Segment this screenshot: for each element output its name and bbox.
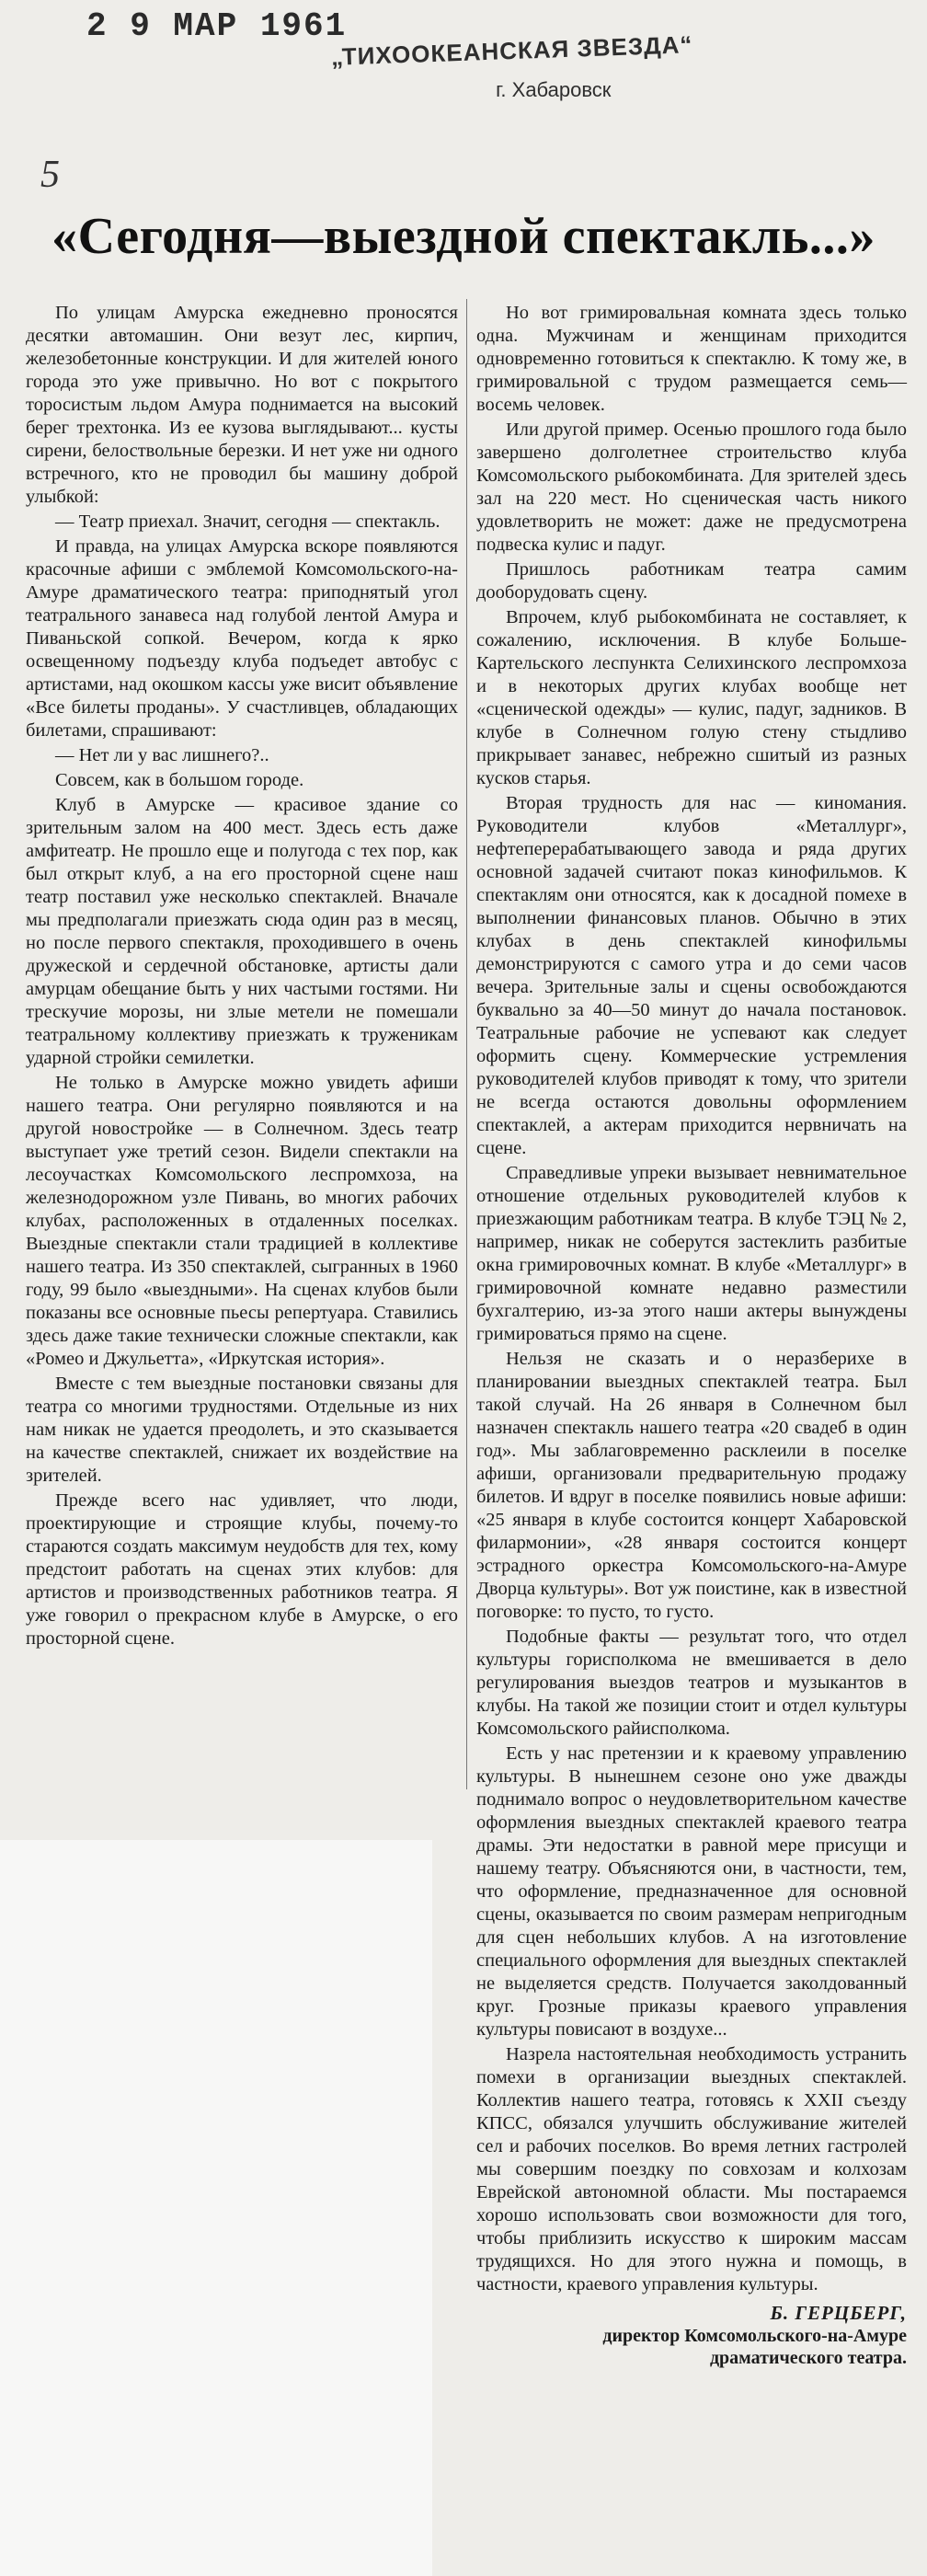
- article-paragraph: Совсем, как в большом городе.: [55, 770, 304, 790]
- date-stamp: 2 9 МАР 1961: [86, 7, 348, 45]
- article-paragraph: Назрела настоятельная необходимость устранить помехи в организации выездных спектаклей. Коллектив нашего театра, готовясь к XXII съезду КПСС, обязался улучшить обслуживание жителей сел и рабочих поселков. Во время летних гастролей мы совершим поездку по совхозам и колхозам Еврейской автономной области. Мы постараемся хорошо использовать свои возможности для того, чтобы приблизить искусство к широким массам трудящихся. Но для этого нужна и помощь, в частности, краевого управления культуры.: [476, 2044, 907, 2294]
- article-paragraph: Но вот гримировальная комната здесь только одна. Мужчинам и женщинам приходится одновременно готовиться к спектаклю. К тому же, в гримировальной с трудом размещается семь—восемь человек.: [476, 303, 907, 415]
- handwritten-folio-mark: 5: [40, 154, 60, 196]
- article-paragraph: Вместе с тем выездные постановки связаны для театра со многими трудностями. Отдельные из них нам никак не удается преодолеть, и это сказывается на качестве спектаклей, снижает их воздействие на зрителей.: [26, 1374, 458, 1486]
- article-column-left: [26, 302, 458, 1652]
- article-paragraph: Прежде всего нас удивляет, что люди, проектирующие и строящие клубы, почему-то стараются создать максимум неудобств для тех, кому предстоит работать на сценах этих клубов: для артистов и производственных работников театра. Я уже говорил о прекрасном клубе в Амурске, о его просторной сцене.: [26, 1490, 458, 1649]
- newspaper-city: г. Хабаровск: [496, 78, 612, 101]
- newspaper-stamp: [330, 30, 693, 102]
- article-paragraph: — Нет ли у вас лишнего?..: [55, 745, 269, 765]
- article-paragraph: Не только в Амурске можно увидеть афиши нашего театра. Они регулярно появляются и на другой новостройке — в Солнечном. Здесь театр выступает уже третий сезон. Видели спектакли на лесоучастках Комсомольского леспромхоза, на железнодорожном узле Пивань, во многих рабочих клубах, расположенных в отдаленных поселках. Выездные спектакли стали традицией в коллективе нашего театра. Из 350 спектаклей, сыгранных в 1960 году, 99 было «выездными». На сценах клубов были показаны все основные пьесы репертуара. Ставились здесь даже такие технически сложные спектакли, как «Ромео и Джульетта», «Иркутская история».: [26, 1073, 458, 1369]
- right-column-paragraphs: [476, 302, 907, 2296]
- article-paragraph: Подобные факты — результат того, что отдел культуры горисполкома не вмешивается в дело регулирования выездов театров и музыкантов в клубы. На такой же позиции стоит и отдел культуры Комсомольского райисполкома.: [476, 1627, 907, 1739]
- article-paragraph: По улицам Амурска ежедневно проносятся десятки автомашин. Они везут лес, кирпич, железобетонные конструкции. И для жителей юного города это уже привычно. Но вот с покрытого торосистым льдом Амура поднимается на высокий берег трехтонка. Из ее кузова выглядывают... кусты сирени, белоствольные березки. И нет уже ни одного встречного, кто не проводил бы машину доброй улыбкой:: [26, 303, 458, 507]
- article-paragraph: — Театр приехал. Значит, сегодня — спектакль.: [55, 512, 441, 532]
- article-paragraph: Есть у нас претензии и к краевому управлению культуры. В нынешнем сезоне оно уже дважды поднимало вопрос о неудовлетворительном качестве оформления выездных спектаклей краевого театра драмы. Эти недостатки в равной мере присущи и нашему театру. Объясняются они, в частности, тем, что оформление, предназначенное для основной сцены, оказывается по своим размерам непригодным для сцен небольших клубов. А на изготовление специального оформления для выездных спектаклей не выделяется средств. Получается заколдованный круг. Грозные приказы краевого управления культуры повисают в воздухе...: [476, 1743, 907, 2040]
- article-column-right: [476, 302, 907, 2369]
- article-headline: «Сегодня—выездной спектакль...»: [52, 208, 876, 265]
- article-paragraph: Вторая трудность для нас — киномания. Руководители клубов «Металлург», нефтеперерабатывающего завода и ряда других основной задачей считают показ кинофильмов. К спектаклям они относятся, как к досадной помехе в выполнении финансовых планов. Обычно в этих клубах в день спектаклей кинофильмы демонстрируются с самого утра и до семи часов вечера. Зрительные залы и сцены освобождаются буквально за 40—50 минут до начала постановок. Театральные рабочие не успевают как следует оформить сцену. Коммерческие устремления руководителей клубов приводят к тому, что зрители не всегда остаются довольны оформлением спектаклей, а актерам приходится нервничать на сцене.: [476, 793, 907, 1158]
- article-paragraph: Пришлось работникам театра самим дооборудовать сцену.: [476, 559, 907, 603]
- article-paragraph: Или другой пример. Осенью прошлого года было завершено долголетнее строительство клуба Комсомольского рыбокомбината. Для зрителей здесь зал на 220 мест. Но сценическая часть никого удовлетворить не может: даже не предусмотрена подвеска кулис и падуг.: [476, 420, 907, 555]
- newspaper-name: „ТИХООКЕАНСКАЯ ЗВЕЗДА“: [330, 30, 693, 71]
- article-paragraph: Справедливые упреки вызывает невнимательное отношение отдельных руководителей клубов к приезжающим работникам театра. В клубе ТЭЦ № 2, например, никак не соберутся застеклить разбитые окна гримировочных комнат. В клубе «Металлург» в гримировочной комнате недавно разместили бухгалтерию, из-за этого наши актеры вынуждены гримироваться прямо на сцене.: [476, 1163, 907, 1344]
- column-divider: [466, 299, 467, 1789]
- article-paragraph: И правда, на улицах Амурска вскоре появляются красочные афиши с эмблемой Комсомольского-на-Амуре драматического театра: приподнятый угол театрального занавеса над голубой лентой Амура и Пиваньской сопкой. Вечером, когда к ярко освещенному подъезду клуба подъедет автобус с артистами, над окошком кассы уже висит объявление «Все билеты проданы». У счастливцев, обладающих билетами, спрашивают:: [26, 536, 458, 741]
- article-paragraph: Впрочем, клуб рыбокомбината не составляет, к сожалению, исключения. В клубе Больше-Картельского леспункта Селихинского леспромхоза и в некоторых других клубах вообще нет «сценической одежды» — кулис, падуг, задников. В клубе в Солнечном голую стену стыдливо прикрывает занавес, небрежно сшитый из разных кусков старья.: [476, 607, 907, 788]
- author-name: Б. ГЕРЦБЕРГ,: [770, 2302, 907, 2324]
- blank-area: [0, 1840, 432, 2576]
- article-paragraph: Нельзя не сказать и о неразберихе в планировании выездных спектаклей театра. Был такой случай. На 26 января в Солнечном был назначен спектакль нашего театра «20 свадеб в один год». Мы заблаговременно расклеили в поселке афиши, организовали предварительную продажу билетов. И вдруг в поселке появились новые афиши: «25 января в клубе состоится концерт Хабаровской филармонии», «28 января состоится концерт эстрадного оркестра Комсомольского-на-Амуре Дворца культуры». Вот уж поистине, как в известной поговорке: то пусто, то густо.: [476, 1349, 907, 1622]
- author-position: директор Комсомольского-на-Амуре драматического театра.: [602, 2326, 907, 2368]
- article-paragraph: Клуб в Амурске — красивое здание со зрительным залом на 400 мест. Здесь есть даже амфитеатр. Не прошло еще и полугода с тех пор, как был открыт клуб, а на его просторной сцене наш театр поставил уже несколько спектаклей. Вначале мы предполагали приезжать сюда один раз в месяц, но после первого спектакля, проходившего в очень дружеской и сердечной обстановке, артисты дали амурцам обещание быть у них частыми гостями. Ни трескучие морозы, ни злые метели не помешали театральному коллективу приезжать к труженикам ударной стройки семилетки.: [26, 795, 458, 1068]
